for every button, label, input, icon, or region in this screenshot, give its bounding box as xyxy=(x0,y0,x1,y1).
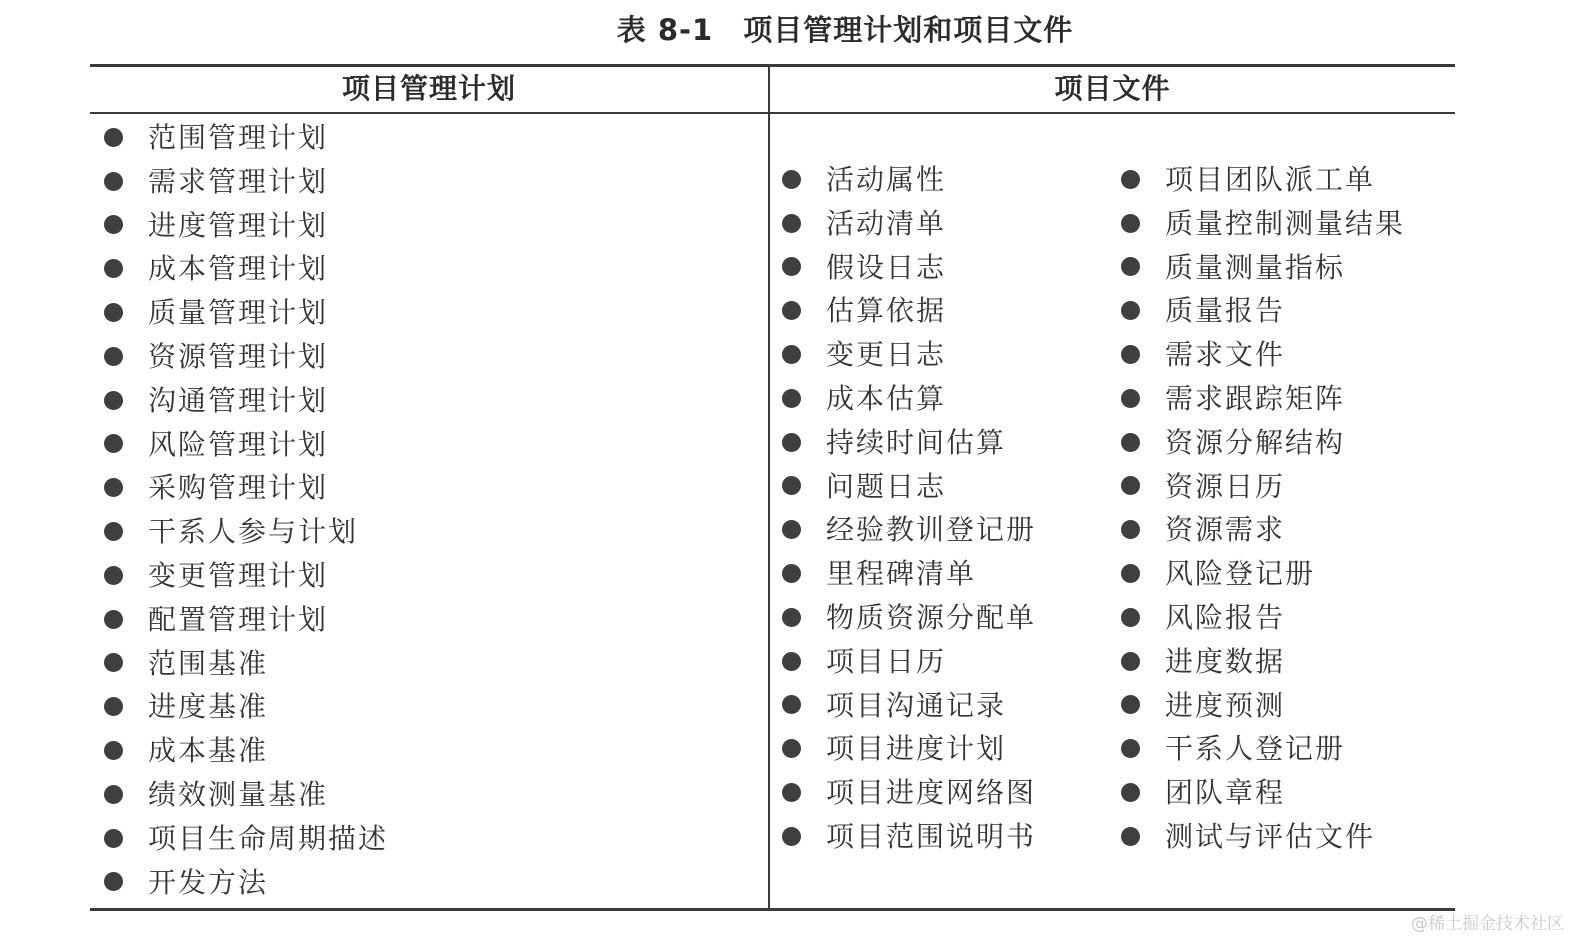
table-caption xyxy=(0,8,1596,49)
bullet-icon xyxy=(782,564,801,583)
list-item xyxy=(1121,465,1405,509)
bullet-icon xyxy=(782,695,801,714)
bullet-icon xyxy=(782,257,801,276)
list-item xyxy=(782,333,1036,377)
list-item xyxy=(782,771,1036,815)
list-item xyxy=(104,204,388,248)
bullet-icon xyxy=(1121,827,1140,846)
list-item xyxy=(104,510,388,554)
list-item xyxy=(1121,421,1405,465)
list-item-label: 成本估算 xyxy=(826,381,947,415)
list-item xyxy=(104,861,388,905)
list-item xyxy=(104,423,388,467)
list-item-label: 风险登记册 xyxy=(1165,557,1316,591)
bullet-icon xyxy=(1121,345,1140,364)
list-item xyxy=(782,246,1036,290)
list-item-label: 里程碑清单 xyxy=(826,557,977,591)
list-item-label: 沟通管理计划 xyxy=(148,383,329,417)
bullet-icon xyxy=(782,170,801,189)
list-item-label: 项目范围说明书 xyxy=(826,819,1037,853)
list-item-label: 绩效测量基准 xyxy=(148,777,329,811)
list-item xyxy=(104,685,388,729)
table-number: 表 8-1 xyxy=(616,13,714,47)
list-item xyxy=(1121,333,1405,377)
list-item xyxy=(104,291,388,335)
list-item-label: 范围管理计划 xyxy=(148,121,329,154)
bullet-icon xyxy=(782,214,801,233)
list-item xyxy=(104,247,388,291)
list-item-label: 测试与评估文件 xyxy=(1165,819,1376,853)
bullet-icon xyxy=(782,520,801,539)
list-item-label: 质量控制测量结果 xyxy=(1165,206,1406,240)
list-item xyxy=(1121,552,1405,596)
list-item-label: 干系人登记册 xyxy=(1165,732,1346,766)
list-item-label: 物质资源分配单 xyxy=(826,600,1037,634)
list-item-label: 资源日历 xyxy=(1165,469,1286,503)
list-item-label: 风险管理计划 xyxy=(148,427,329,461)
list-item xyxy=(1121,508,1405,552)
bullet-icon xyxy=(782,433,801,452)
bullet-icon xyxy=(104,478,123,497)
bullet-icon xyxy=(1121,476,1140,495)
bullet-icon xyxy=(104,697,123,716)
list-item-label: 假设日志 xyxy=(826,250,947,284)
list-item xyxy=(782,158,1036,202)
list-item xyxy=(104,116,388,160)
list-item-label: 活动属性 xyxy=(826,163,947,196)
list-item-label: 进度基准 xyxy=(148,690,269,724)
bullet-icon xyxy=(104,391,123,410)
bullet-icon xyxy=(104,741,123,760)
list-item xyxy=(782,508,1036,552)
list-item xyxy=(1121,771,1405,815)
list-item-label: 风险报告 xyxy=(1165,600,1286,634)
list-item-label: 质量管理计划 xyxy=(148,296,329,330)
list-item-label: 成本基准 xyxy=(148,734,269,768)
bullet-icon xyxy=(782,476,801,495)
list-item xyxy=(1121,289,1405,333)
list-item xyxy=(782,552,1036,596)
list-item xyxy=(1121,640,1405,684)
list-item xyxy=(782,684,1036,728)
list-item-label: 成本管理计划 xyxy=(148,252,329,286)
bullet-icon xyxy=(104,522,123,541)
bullet-icon xyxy=(104,259,123,278)
list-item-label: 项目团队派工单 xyxy=(1165,163,1376,196)
list-item xyxy=(104,160,388,204)
bullet-icon xyxy=(104,653,123,672)
list-item-label: 项目生命周期描述 xyxy=(148,821,389,855)
list-item-label: 持续时间估算 xyxy=(826,425,1007,459)
list-item-label: 项目进度计划 xyxy=(826,732,1007,766)
list-item xyxy=(104,817,388,861)
list-item xyxy=(104,729,388,773)
list-item xyxy=(782,377,1036,421)
list-item xyxy=(1121,684,1405,728)
list-item xyxy=(104,554,388,598)
list-item xyxy=(1121,815,1405,859)
bullet-icon xyxy=(782,827,801,846)
list-item xyxy=(782,202,1036,246)
list-item xyxy=(1121,202,1405,246)
list-item xyxy=(1121,158,1405,202)
bullet-icon xyxy=(104,347,123,366)
bullet-icon xyxy=(1121,170,1140,189)
list-item-label: 进度数据 xyxy=(1165,644,1286,678)
bullet-icon xyxy=(1121,608,1140,627)
list-item xyxy=(104,773,388,817)
bullet-icon xyxy=(104,303,123,322)
list-item-label: 需求管理计划 xyxy=(148,164,329,198)
list-item-label: 项目沟通记录 xyxy=(826,688,1007,722)
bullet-icon xyxy=(782,608,801,627)
bullet-icon xyxy=(1121,520,1140,539)
watermark-text: @稀土掘金技术社区 xyxy=(1411,914,1564,934)
list-item-label: 质量测量指标 xyxy=(1165,250,1346,284)
list-item xyxy=(782,640,1036,684)
list-item-label: 需求跟踪矩阵 xyxy=(1165,381,1346,415)
list-item xyxy=(782,596,1036,640)
bullet-icon xyxy=(1121,301,1140,320)
list-item-label: 经验教训登记册 xyxy=(826,513,1037,547)
table-bottom-rule xyxy=(90,908,1455,911)
list-item xyxy=(1121,596,1405,640)
list-item xyxy=(782,465,1036,509)
docs-item-list-left xyxy=(782,158,1036,859)
list-item-label: 配置管理计划 xyxy=(148,602,329,636)
bullet-icon xyxy=(782,389,801,408)
bullet-icon xyxy=(104,610,123,629)
list-item-label: 进度预测 xyxy=(1165,688,1286,722)
list-item-label: 问题日志 xyxy=(826,469,947,503)
list-item-label: 资源分解结构 xyxy=(1165,425,1346,459)
list-item xyxy=(1121,377,1405,421)
bullet-icon xyxy=(104,434,123,453)
bullet-icon xyxy=(1121,257,1140,276)
list-item-label: 范围基准 xyxy=(148,646,269,680)
plan-column-header: 项目管理计划 xyxy=(341,72,516,105)
list-item-label: 项目进度网络图 xyxy=(826,776,1037,810)
list-item xyxy=(782,815,1036,859)
bullet-icon xyxy=(782,301,801,320)
list-item-label: 干系人参与计划 xyxy=(148,515,359,549)
table-title: 项目管理计划和项目文件 xyxy=(743,13,1074,47)
table-header-rule xyxy=(90,112,1455,114)
bullet-icon xyxy=(1121,695,1140,714)
bullet-icon xyxy=(1121,652,1140,671)
bullet-icon xyxy=(782,783,801,802)
list-item-label: 变更管理计划 xyxy=(148,558,329,592)
list-item-label: 质量报告 xyxy=(1165,294,1286,328)
list-item-label: 进度管理计划 xyxy=(148,208,329,242)
list-item xyxy=(1121,246,1405,290)
list-item xyxy=(1121,727,1405,771)
docs-item-list-right xyxy=(1121,158,1405,859)
list-item-label: 资源管理计划 xyxy=(148,339,329,373)
bullet-icon xyxy=(1121,214,1140,233)
bullet-icon xyxy=(104,785,123,804)
list-item-label: 变更日志 xyxy=(826,338,947,372)
column-divider xyxy=(768,66,770,909)
list-item-label: 活动清单 xyxy=(826,206,947,240)
bullet-icon xyxy=(104,566,123,585)
list-item-label: 项目日历 xyxy=(826,644,947,678)
list-item-label: 团队章程 xyxy=(1165,776,1286,810)
list-item xyxy=(104,466,388,510)
bullet-icon xyxy=(104,172,123,191)
bullet-icon xyxy=(104,829,123,848)
bullet-icon xyxy=(782,739,801,758)
list-item-label: 资源需求 xyxy=(1165,513,1286,547)
list-item-label: 采购管理计划 xyxy=(148,471,329,505)
bullet-icon xyxy=(1121,564,1140,583)
bullet-icon xyxy=(104,872,123,891)
docs-column-header: 项目文件 xyxy=(1054,72,1171,105)
list-item xyxy=(104,379,388,423)
bullet-icon xyxy=(1121,433,1140,452)
plan-item-list xyxy=(104,116,388,904)
bullet-icon xyxy=(1121,739,1140,758)
list-item xyxy=(782,727,1036,771)
list-item-label: 估算依据 xyxy=(826,294,947,328)
list-item xyxy=(104,642,388,686)
bullet-icon xyxy=(782,652,801,671)
bullet-icon xyxy=(104,128,123,147)
list-item-label: 需求文件 xyxy=(1165,338,1286,372)
bullet-icon xyxy=(1121,389,1140,408)
list-item xyxy=(782,421,1036,465)
bullet-icon xyxy=(104,215,123,234)
list-item xyxy=(104,335,388,379)
bullet-icon xyxy=(1121,783,1140,802)
bullet-icon xyxy=(782,345,801,364)
list-item xyxy=(104,598,388,642)
list-item-label: 开发方法 xyxy=(148,865,269,899)
list-item xyxy=(782,289,1036,333)
